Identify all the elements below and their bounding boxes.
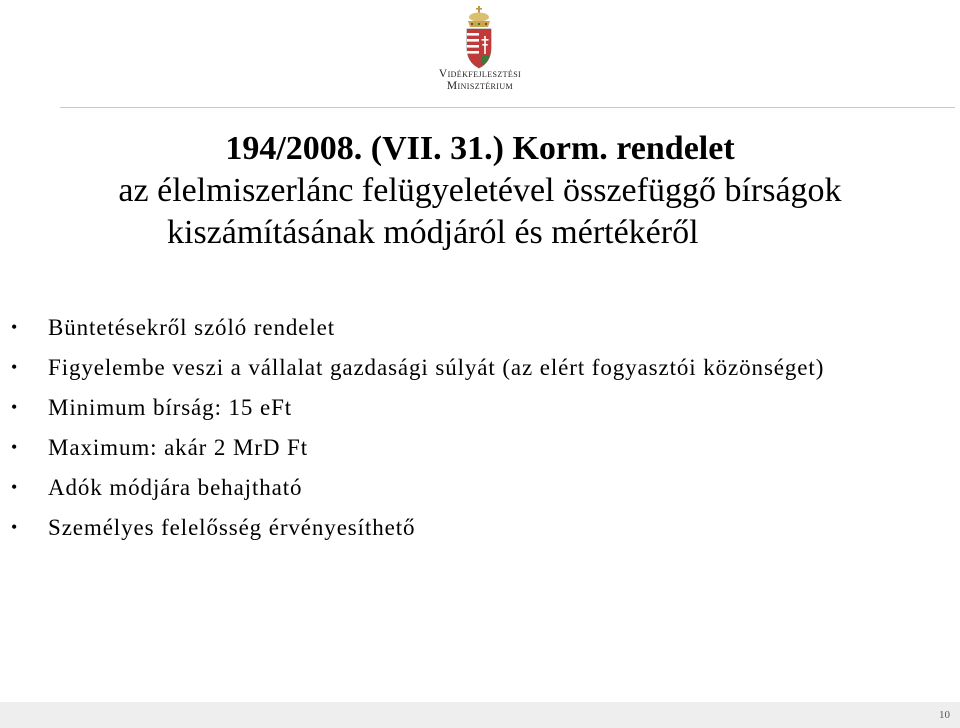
ministry-name-line2: Minisztérium: [446, 80, 514, 92]
bullet-icon: •: [11, 437, 19, 457]
bullet-item: [10, 514, 940, 541]
footer-bar: [0, 702, 960, 728]
title-line-3: kiszámításának módjáról és mértékéről: [167, 214, 699, 251]
ministry-name: [420, 68, 540, 92]
bullet-icon: •: [11, 477, 19, 497]
bullet-item: [10, 474, 940, 501]
bullet-item: [10, 314, 940, 341]
title-line-2: az élelmiszerlánc felügyeletével összefüggő bírságok: [118, 172, 842, 209]
bullet-text: Maximum: akár 2 MrD Ft: [48, 435, 308, 460]
bullet-icon: •: [11, 397, 19, 417]
coat-of-arms-icon: [462, 6, 496, 72]
bullet-text: Büntetésekről szóló rendelet: [48, 315, 336, 340]
title-line-1: 194/2008. (VII. 31.) Korm. rendelet: [225, 130, 735, 167]
ministry-logo: [420, 6, 540, 98]
bullet-text: Figyelembe veszi a vállalat gazdasági súlyát (az elért fogyasztói közönséget): [48, 355, 825, 380]
header-divider: [60, 107, 955, 108]
slide-title: [0, 128, 960, 254]
bullet-icon: •: [11, 517, 19, 537]
bullet-item: [10, 394, 940, 421]
ministry-name-line1: Vidékfejlesztési: [438, 68, 522, 80]
bullet-item: [10, 434, 940, 461]
bullet-icon: •: [11, 357, 19, 377]
bullet-text: Adók módjára behajtható: [48, 475, 303, 500]
page-number: 10: [939, 709, 950, 721]
bullet-text: Személyes felelősség érvényesíthető: [48, 515, 416, 540]
bullet-icon: •: [11, 317, 19, 337]
bullet-list: [10, 314, 940, 554]
bullet-text: Minimum bírság: 15 eFt: [48, 395, 293, 420]
bullet-item: [10, 354, 940, 381]
